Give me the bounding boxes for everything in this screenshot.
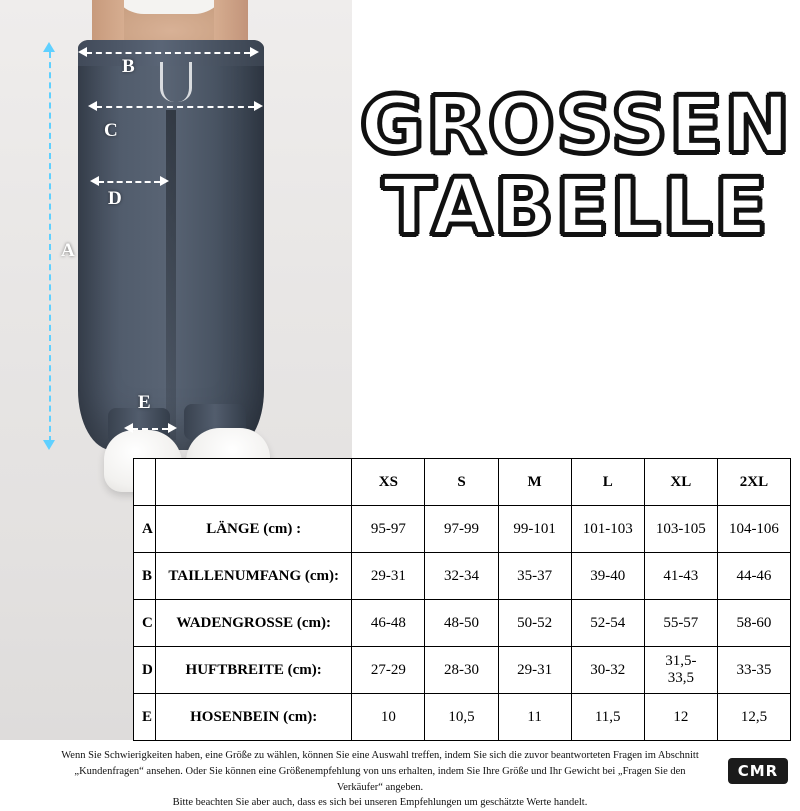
size-header-m: M: [498, 459, 571, 506]
size-header-xl: XL: [644, 459, 717, 506]
cell-a-xs: 95-97: [352, 506, 425, 553]
footer: [0, 746, 800, 809]
cell-c-xs: 46-48: [352, 600, 425, 647]
measure-line-a: [49, 52, 51, 442]
cell-c-2xl: 58-60: [717, 600, 790, 647]
cell-a-xl: 103-105: [644, 506, 717, 553]
cell-a-s: 97-99: [425, 506, 498, 553]
footer-note-line-2: „Kundenfragen“ ansehen. Oder Sie können eine Größenempfehlung von uns erhalten, indem Sie Ihre Größe und Ihr Gewicht bei „Fragen Sie den Verkäufer“ angeben.: [74, 765, 686, 793]
footer-note-line-1: Wenn Sie Schwierigkeiten haben, eine Größe zu wählen, können Sie eine Auswahl treffen, indem Sie sich die zuvor beantworteten Fragen im Abschnitt: [61, 750, 699, 761]
cell-e-s: 10,5: [425, 694, 498, 741]
measure-arrow-d-left: [90, 176, 99, 186]
cell-c-s: 48-50: [425, 600, 498, 647]
measure-line-d: [98, 181, 160, 183]
row-name-wadengrosse: WADENGROSSE (cm):: [156, 600, 352, 647]
cell-a-2xl: 104-106: [717, 506, 790, 553]
size-table-wrap: [133, 458, 791, 741]
cell-e-xl: 12: [644, 694, 717, 741]
cell-d-m: 29-31: [498, 647, 571, 694]
cell-b-l: 39-40: [571, 553, 644, 600]
measure-arrow-b-left: [78, 47, 87, 57]
table-row: [134, 600, 791, 647]
measure-line-c: [96, 106, 254, 108]
brand-logo: CMR: [728, 758, 788, 784]
measure-arrow-a-bottom: [43, 440, 55, 450]
table-header-row: [134, 459, 791, 506]
measure-arrow-c-left: [88, 101, 97, 111]
measure-line-b: [86, 52, 250, 54]
measure-arrow-e-right: [168, 423, 177, 433]
size-header-l: L: [571, 459, 644, 506]
measure-line-e: [132, 428, 168, 430]
cell-b-xs: 29-31: [352, 553, 425, 600]
cell-e-m: 11: [498, 694, 571, 741]
page-title-line-2: TABELLE: [382, 163, 770, 254]
cell-c-l: 52-54: [571, 600, 644, 647]
row-letter-a: A: [134, 506, 156, 553]
row-name-laenge: LÄNGE (cm) :: [156, 506, 352, 553]
row-name-huftbreite: HUFTBREITE (cm):: [156, 647, 352, 694]
page-title: [356, 81, 796, 254]
cell-c-xl: 55-57: [644, 600, 717, 647]
cell-b-2xl: 44-46: [717, 553, 790, 600]
cell-a-m: 99-101: [498, 506, 571, 553]
table-corner-letter: [134, 459, 156, 506]
page-title-line-1: GROSSEN: [360, 81, 792, 171]
cell-e-2xl: 12,5: [717, 694, 790, 741]
table-row: [134, 506, 791, 553]
cell-a-l: 101-103: [571, 506, 644, 553]
cell-e-l: 11,5: [571, 694, 644, 741]
measure-arrow-e-left: [124, 423, 133, 433]
measure-label-c: C: [104, 120, 118, 141]
measure-arrow-b-right: [250, 47, 259, 57]
size-header-xs: XS: [352, 459, 425, 506]
pants-drawstring: [160, 62, 192, 102]
size-table: [133, 458, 791, 741]
cell-d-2xl: 33-35: [717, 647, 790, 694]
measure-label-a: A: [61, 240, 75, 261]
cell-b-s: 32-34: [425, 553, 498, 600]
cell-d-xl: 31,5-33,5: [644, 647, 717, 694]
table-row: [134, 553, 791, 600]
row-name-hosenbein: HOSENBEIN (cm):: [156, 694, 352, 741]
measure-label-d: D: [108, 188, 122, 209]
measure-label-b: B: [122, 56, 135, 77]
row-letter-d: D: [134, 647, 156, 694]
table-row: [134, 647, 791, 694]
row-letter-b: B: [134, 553, 156, 600]
cell-d-s: 28-30: [425, 647, 498, 694]
size-header-2xl: 2XL: [717, 459, 790, 506]
row-letter-e: E: [134, 694, 156, 741]
footer-note-line-3: Bitte beachten Sie aber auch, dass es sich bei unseren Empfehlungen um geschätzte Werte handelt.: [172, 797, 588, 809]
footer-note: [60, 748, 700, 811]
measure-label-e: E: [138, 392, 151, 413]
row-name-taillenumfang: TAILLENUMFANG (cm):: [156, 553, 352, 600]
row-letter-c: C: [134, 600, 156, 647]
measure-arrow-a-top: [43, 42, 55, 52]
cell-e-xs: 10: [352, 694, 425, 741]
cell-b-m: 35-37: [498, 553, 571, 600]
measure-arrow-c-right: [254, 101, 263, 111]
table-row: [134, 694, 791, 741]
cell-c-m: 50-52: [498, 600, 571, 647]
table-corner-name: [156, 459, 352, 506]
cell-b-xl: 41-43: [644, 553, 717, 600]
measure-arrow-d-right: [160, 176, 169, 186]
cell-d-xs: 27-29: [352, 647, 425, 694]
cell-d-l: 30-32: [571, 647, 644, 694]
size-header-s: S: [425, 459, 498, 506]
